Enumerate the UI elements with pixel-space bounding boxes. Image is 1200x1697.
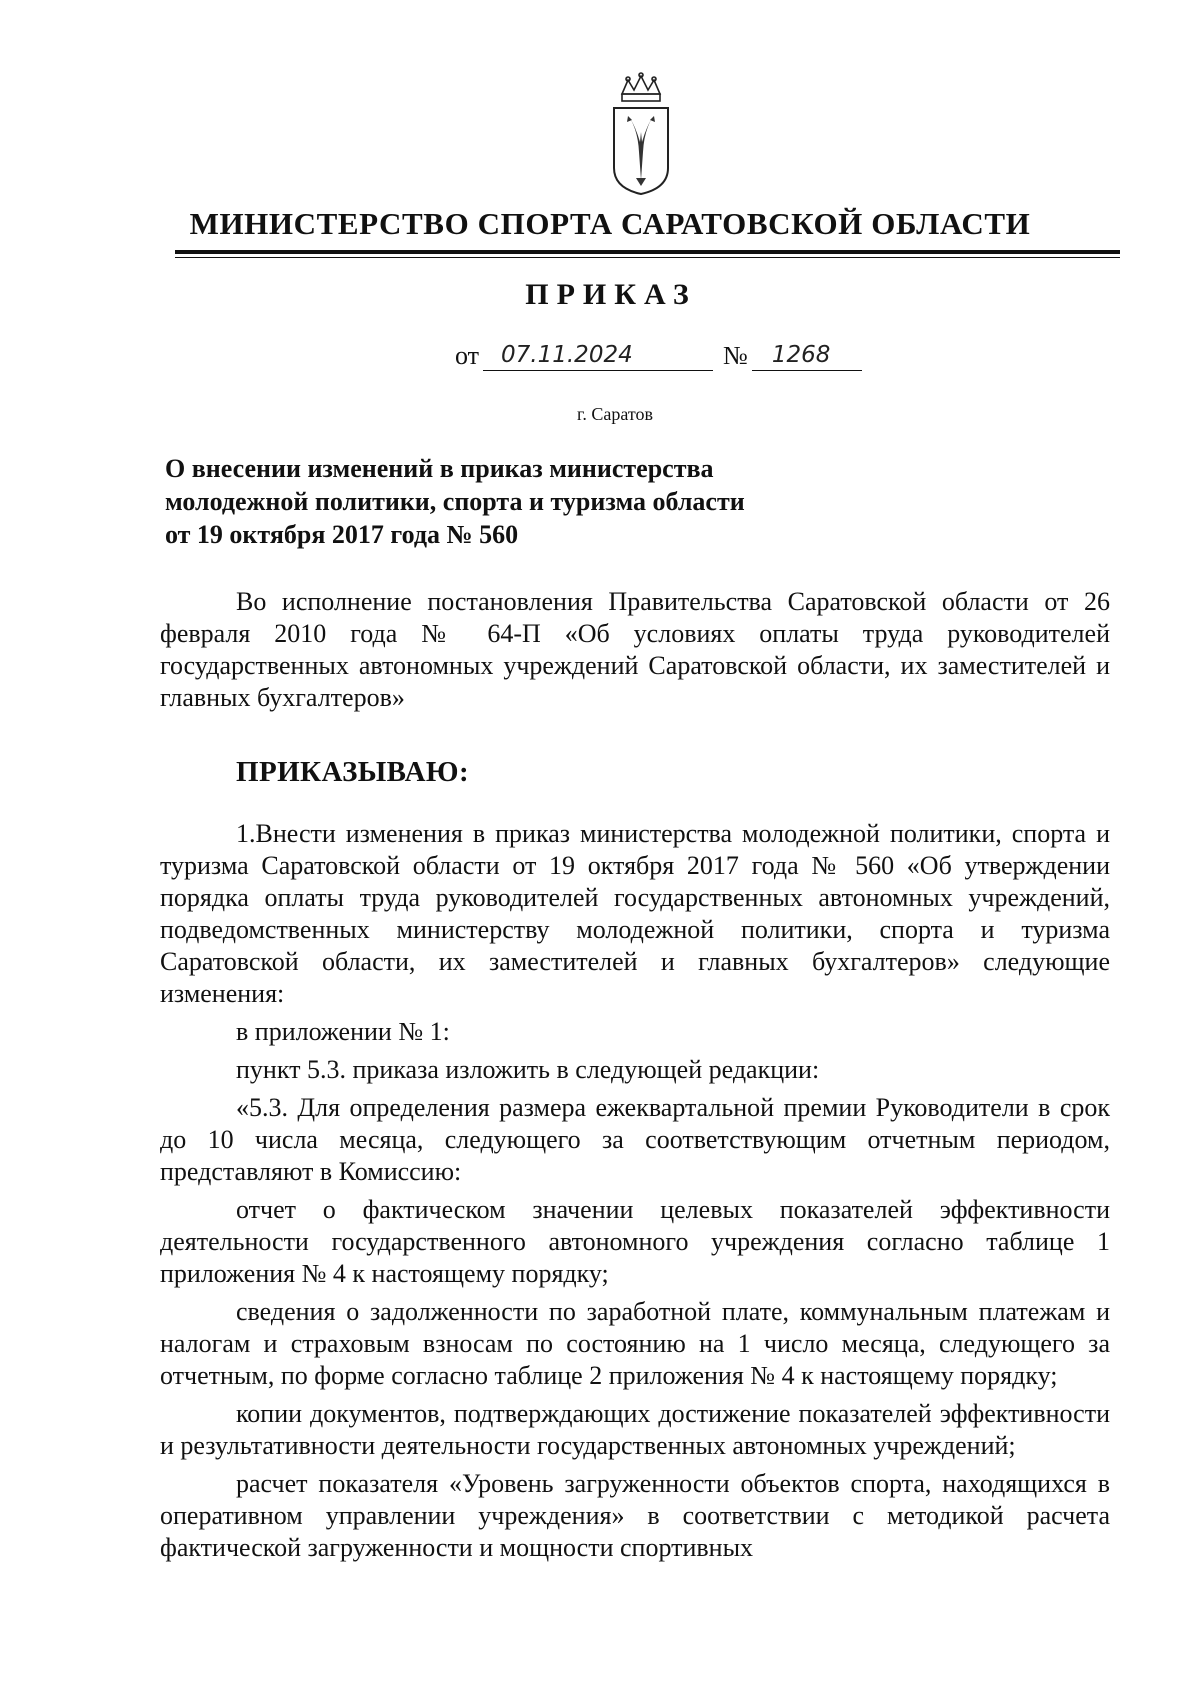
decree-heading: ПРИКАЗЫВАЮ: — [236, 756, 470, 788]
item-paragraph: «5.3. Для определения размера ежеквартальной премии Руководители в срок до 10 числа месяца, следующего за соответствующим отчетным периодом, представляют в Комиссию: — [160, 1093, 1110, 1186]
dateline — [455, 340, 862, 371]
ministry-name: МИНИСТЕРСТВО СПОРТА САРАТОВСКОЙ ОБЛАСТИ — [189, 206, 1031, 241]
order-items — [160, 818, 1110, 1564]
date-label: от — [455, 341, 480, 370]
subject-line: О внесении изменений в приказ министерства — [165, 454, 714, 483]
order-subject — [165, 452, 865, 551]
number-label: № — [723, 341, 748, 370]
header-rule-thin — [175, 257, 1120, 258]
item-paragraph: расчет показателя «Уровень загруженности объектов спорта, находящихся в оперативном управлении учреждения» в соответствии с методикой расчета фактической загруженности и мощности спортивных — [160, 1469, 1110, 1562]
subject-line: молодежной политики, спорта и туризма области — [165, 487, 745, 516]
item-paragraph: копии документов, подтверждающих достижение показателей эффективности и результативности деятельности государственных автономных учреждений; — [160, 1399, 1110, 1460]
header-rule-thick — [175, 250, 1120, 254]
item-paragraph: сведения о задолженности по заработной плате, коммунальным платежам и налогам и страховым взносам по состоянию на 1 число месяца, следующего за отчетным, по форме согласно таблице 2 приложения № 4 к настоящему порядку; — [160, 1297, 1110, 1390]
item-paragraph: в приложении № 1: — [236, 1017, 450, 1046]
city: г. Саратов — [577, 404, 653, 424]
preamble-paragraph: Во исполнение постановления Правительства Саратовской области от 26 февраля 2010 года № 64-П «Об условиях оплаты труда руководителей государственных автономных учреждений Саратовской области, их заместителей и главных бухгалтеров» — [160, 587, 1110, 712]
saratov-coat-of-arms-icon — [608, 72, 674, 196]
item-paragraph: 1.Внести изменения в приказ министерства молодежной политики, спорта и туризма Саратовской области от 19 октября 2017 года № 560 «Об утверждении порядка оплаты труда руководителей государственных автономных учреждений, подведомственных министерству молодежной политики, спорта и туризма Саратовской области, их заместителей и главных бухгалтеров» следующие изменения: — [160, 819, 1110, 1008]
preamble — [160, 586, 1110, 714]
item-paragraph: отчет о фактическом значении целевых показателей эффективности деятельности государственного автономного учреждения согласно таблице 1 приложения № 4 к настоящему порядку; — [160, 1195, 1110, 1288]
subject-line: от 19 октября 2017 года № 560 — [165, 520, 519, 549]
document-type: ПРИКАЗ — [525, 278, 697, 311]
order-number: 1268 — [752, 340, 862, 371]
order-date: 07.11.2024 — [483, 340, 713, 371]
item-paragraph: пункт 5.3. приказа изложить в следующей редакции: — [236, 1055, 820, 1084]
